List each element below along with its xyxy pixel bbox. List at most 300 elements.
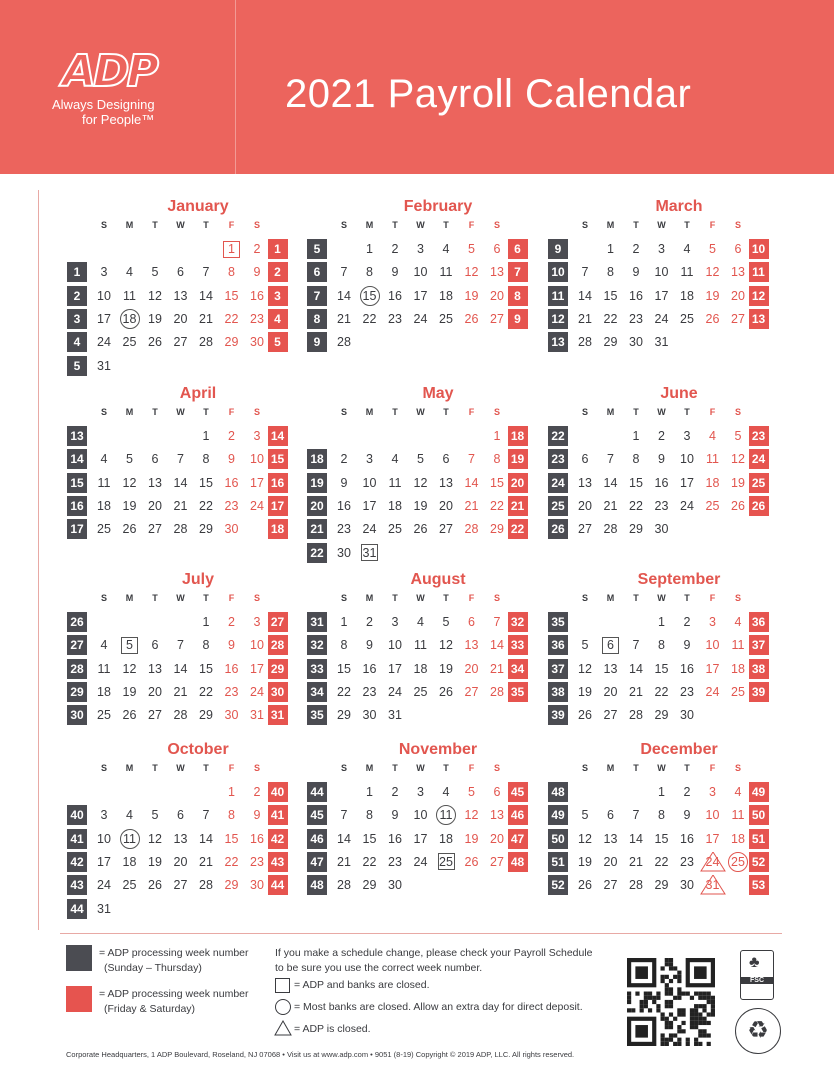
week-number-sun-thu: 34	[307, 682, 327, 702]
day-cell: 17	[97, 311, 111, 326]
month-october	[67, 741, 307, 921]
week-number-sun-thu: 11	[548, 286, 568, 306]
week-number-fri-sat: 47	[508, 829, 528, 849]
weekday-label: T	[443, 407, 449, 417]
day-cell: 10	[362, 475, 377, 490]
week-number-fri-sat: 19	[508, 449, 528, 469]
day-cell: 28	[173, 708, 188, 723]
week-number-fri-sat: 27	[268, 612, 288, 632]
day-cell: 22	[629, 498, 643, 513]
day-cell: 18	[731, 661, 745, 676]
weekday-label: M	[606, 593, 615, 603]
logo-mark: ADP	[62, 46, 156, 97]
day-cell: 30	[224, 522, 239, 537]
tree-icon: ♣	[749, 954, 760, 971]
day-cell: 2	[683, 615, 691, 629]
weekday-label: T	[152, 220, 158, 230]
day-cell: 12	[122, 475, 137, 490]
day-cell: 8	[607, 265, 614, 280]
weekday-label: F	[468, 407, 475, 417]
month-may	[307, 385, 547, 565]
day-cell: 15	[629, 475, 643, 490]
day-cell: 20	[603, 684, 618, 699]
day-cell: 8	[366, 808, 373, 823]
day-cell: 4	[709, 429, 716, 443]
day-cell: 21	[464, 498, 479, 513]
week-number-sun-thu: 35	[307, 705, 327, 725]
day-cell: 24	[680, 498, 694, 513]
day-cell: 4	[391, 452, 399, 467]
weekday-label: S	[734, 407, 741, 417]
weekday-label: M	[606, 220, 615, 230]
legend-rule	[60, 933, 782, 934]
day-cell: 24	[705, 854, 720, 869]
triangle-legend-text: = ADP is closed.	[294, 1023, 371, 1035]
day-cell: 19	[122, 498, 137, 513]
day-cell: 16	[250, 831, 264, 846]
day-cell: 19	[413, 498, 428, 513]
day-cell: 14	[464, 475, 479, 490]
week-number-fri-sat: 11	[749, 262, 769, 282]
day-cell: 26	[413, 522, 428, 537]
day-cell: 22	[362, 311, 377, 326]
weekday-label: S	[581, 763, 588, 773]
day-cell: 13	[731, 265, 745, 280]
header-divider	[235, 0, 236, 174]
day-cell: 24	[362, 522, 377, 537]
day-cell: 19	[705, 288, 720, 303]
month-name: July	[181, 571, 214, 588]
week-number-fri-sat: 18	[508, 426, 528, 446]
weekday-label: M	[125, 593, 134, 603]
week-number-fri-sat: 34	[508, 659, 528, 679]
week-number-sun-thu: 38	[548, 682, 568, 702]
day-cell: 15	[224, 288, 239, 303]
weekday-label: F	[228, 407, 235, 417]
weekday-label: W	[176, 407, 185, 417]
weekday-label: M	[125, 220, 134, 230]
day-cell: 14	[603, 475, 618, 490]
week-number-sun-thu: 3	[67, 309, 87, 329]
week-number-fri-sat: 32	[508, 612, 528, 632]
red-legend-line-2: (Friday & Saturday)	[104, 1003, 196, 1015]
week-number-sun-thu: 10	[548, 262, 568, 282]
day-cell: 9	[683, 638, 691, 653]
day-cell: 3	[683, 429, 691, 443]
weekday-label: M	[606, 407, 615, 417]
red-week-swatch	[66, 986, 92, 1012]
day-cell: 19	[148, 311, 162, 326]
month-name: September	[637, 571, 721, 588]
day-cell: 10	[654, 265, 669, 280]
day-cell: 22	[337, 684, 351, 699]
week-number-fri-sat: 20	[508, 473, 528, 493]
week-number-sun-thu: 33	[307, 659, 327, 679]
week-number-sun-thu: 52	[548, 875, 568, 895]
page-title: 2021 Payroll Calendar	[285, 72, 692, 116]
day-cell: 7	[177, 452, 184, 467]
red-legend-line-1: = ADP processing week number	[99, 988, 249, 1000]
day-cell: 1	[228, 242, 235, 256]
day-cell: 15	[199, 475, 213, 490]
day-cell: 26	[122, 708, 137, 723]
day-cell: 3	[100, 808, 108, 823]
day-cell: 9	[658, 452, 665, 467]
day-cell: 28	[199, 878, 213, 893]
day-cell: 15	[337, 661, 351, 676]
day-cell: 28	[578, 335, 592, 350]
weekday-label: T	[443, 593, 449, 603]
day-cell: 22	[224, 311, 239, 326]
left-rule	[38, 190, 39, 930]
week-number-sun-thu: 7	[307, 286, 327, 306]
day-cell: 9	[253, 808, 261, 823]
day-cell: 16	[680, 661, 694, 676]
day-cell: 3	[417, 785, 424, 799]
week-number-sun-thu: 2	[67, 286, 87, 306]
week-number-fri-sat: 48	[508, 852, 528, 872]
week-number-sun-thu: 9	[307, 332, 327, 352]
day-cell: 23	[362, 684, 377, 699]
day-cell: 10	[250, 452, 264, 467]
week-number-sun-thu: 44	[307, 782, 327, 802]
dark-legend-line-1: = ADP processing week number	[99, 947, 249, 959]
weekday-label: S	[340, 763, 347, 773]
adp-closed-triangle-icon	[700, 875, 726, 895]
day-cell: 4	[683, 242, 691, 256]
day-cell: 4	[734, 615, 742, 629]
day-cell: 27	[148, 708, 162, 723]
day-cell: 25	[731, 854, 745, 869]
day-cell: 20	[148, 498, 162, 513]
day-cell: 12	[122, 661, 137, 676]
day-cell: 30	[250, 878, 264, 893]
day-cell: 2	[391, 242, 399, 256]
week-number-sun-thu: 13	[67, 426, 87, 446]
month-january	[67, 198, 307, 378]
week-number-fri-sat: 41	[268, 805, 288, 825]
day-cell: 7	[493, 615, 501, 629]
day-cell: 13	[173, 288, 188, 303]
day-cell: 5	[151, 808, 159, 823]
day-cell: 1	[366, 785, 373, 799]
day-cell: 22	[199, 684, 213, 699]
day-cell: 15	[224, 831, 239, 846]
day-cell: 31	[250, 708, 264, 723]
month-july	[67, 571, 307, 751]
weekday-label: T	[203, 407, 209, 417]
day-cell: 8	[228, 808, 235, 823]
day-cell: 3	[709, 615, 716, 629]
week-number-fri-sat: 36	[749, 612, 769, 632]
day-cell: 13	[173, 831, 188, 846]
day-cell: 17	[250, 475, 264, 490]
bank-closed-square-icon	[121, 637, 138, 654]
day-cell: 12	[464, 265, 479, 280]
day-cell: 18	[388, 498, 402, 513]
day-cell: 17	[680, 475, 694, 490]
week-number-fri-sat: 46	[508, 805, 528, 825]
weekday-label: T	[152, 593, 158, 603]
weekday-label: M	[365, 407, 374, 417]
weekday-label: T	[152, 763, 158, 773]
month-april	[67, 385, 307, 565]
day-cell: 7	[177, 638, 184, 653]
day-cell: 5	[442, 615, 450, 629]
day-cell: 11	[97, 661, 111, 676]
week-number-fri-sat: 8	[508, 286, 528, 306]
day-cell: 5	[468, 242, 475, 256]
footer-text: Corporate Headquarters, 1 ADP Boulevard, Roseland, NJ 07068 • Visit us at www.adp.com • 9051 (8-19) Copyright © 2019 ADP, LLC. All rights reserved.	[66, 1050, 575, 1059]
day-cell: 15	[490, 475, 504, 490]
week-number-sun-thu: 42	[67, 852, 87, 872]
month-february	[307, 198, 547, 378]
week-number-fri-sat: 51	[749, 829, 769, 849]
day-cell: 18	[413, 661, 428, 676]
day-cell: 28	[173, 522, 188, 537]
day-cell: 12	[464, 808, 479, 823]
day-cell: 18	[439, 831, 453, 846]
day-cell: 17	[705, 661, 720, 676]
day-cell: 10	[413, 265, 428, 280]
day-cell: 11	[731, 808, 745, 823]
week-number-fri-sat: 29	[268, 659, 288, 679]
day-cell: 24	[413, 311, 428, 326]
day-cell: 21	[173, 498, 188, 513]
circle-symbol-icon	[275, 999, 291, 1015]
day-cell: 17	[362, 498, 377, 513]
day-cell: 30	[250, 335, 264, 350]
week-number-sun-thu: 15	[67, 473, 87, 493]
day-cell: 23	[654, 498, 669, 513]
day-cell: 30	[388, 878, 402, 893]
week-number-fri-sat: 1	[268, 239, 288, 259]
schedule-note-line-1: If you make a schedule change, please check your Payroll Schedule	[275, 947, 593, 959]
weekday-label: M	[125, 763, 134, 773]
day-cell: 6	[607, 638, 614, 653]
adp-logo	[52, 46, 222, 127]
day-cell: 5	[151, 265, 159, 280]
day-cell: 13	[464, 638, 479, 653]
day-cell: 28	[490, 684, 504, 699]
week-number-fri-sat: 37	[749, 635, 769, 655]
day-cell: 7	[632, 808, 640, 823]
weekday-label: T	[203, 220, 209, 230]
week-number-fri-sat: 5	[268, 332, 288, 352]
week-number-sun-thu: 48	[548, 782, 568, 802]
day-cell: 19	[148, 854, 162, 869]
day-cell: 30	[362, 708, 377, 723]
day-cell: 26	[705, 311, 720, 326]
dark-week-legend	[99, 946, 249, 976]
day-cell: 31	[362, 545, 377, 560]
day-cell: 25	[122, 878, 137, 893]
schedule-note	[275, 946, 593, 976]
day-cell: 12	[578, 831, 592, 846]
day-cell: 31	[654, 335, 669, 350]
day-cell: 16	[362, 661, 377, 676]
day-cell: 1	[493, 429, 501, 443]
weekday-label: W	[176, 763, 185, 773]
day-cell: 2	[340, 452, 348, 467]
day-cell: 22	[362, 854, 377, 869]
week-number-sun-thu: 17	[67, 519, 87, 539]
day-cell: 4	[442, 785, 450, 799]
day-cell: 9	[340, 475, 348, 490]
week-number-fri-sat: 12	[749, 286, 769, 306]
dark-legend-line-2: (Sunday – Thursday)	[104, 962, 202, 974]
day-cell: 29	[199, 522, 213, 537]
day-cell: 12	[148, 831, 162, 846]
day-cell: 10	[97, 831, 111, 846]
week-number-sun-thu: 5	[67, 356, 87, 376]
week-number-fri-sat: 30	[268, 682, 288, 702]
day-cell: 8	[202, 452, 210, 467]
weekday-label: W	[416, 407, 425, 417]
day-cell: 1	[228, 785, 235, 799]
day-cell: 2	[658, 429, 665, 443]
day-cell: 3	[417, 242, 424, 256]
day-cell: 14	[337, 831, 351, 846]
month-name: January	[167, 198, 229, 215]
week-number-fri-sat: 28	[268, 635, 288, 655]
day-cell: 27	[490, 311, 504, 326]
day-cell: 24	[250, 684, 264, 699]
weekday-label: S	[100, 593, 107, 603]
day-cell: 26	[148, 335, 162, 350]
day-cell: 24	[250, 498, 264, 513]
day-cell: 22	[224, 854, 239, 869]
day-cell: 28	[629, 708, 643, 723]
weekday-label: T	[684, 407, 690, 417]
day-cell: 8	[366, 265, 373, 280]
day-cell: 22	[603, 311, 618, 326]
week-number-sun-thu: 51	[548, 852, 568, 872]
day-cell: 13	[490, 265, 504, 280]
weekday-label: S	[100, 220, 107, 230]
weekday-label: T	[392, 407, 398, 417]
weekday-label: W	[416, 220, 425, 230]
day-cell: 17	[250, 661, 264, 676]
day-cell: 14	[629, 661, 643, 676]
day-cell: 25	[97, 522, 111, 537]
day-cell: 12	[705, 265, 720, 280]
day-cell: 19	[464, 831, 479, 846]
weekday-label: F	[228, 763, 235, 773]
week-number-fri-sat: 33	[508, 635, 528, 655]
week-number-sun-thu: 13	[548, 332, 568, 352]
day-cell: 26	[122, 522, 137, 537]
day-cell: 26	[439, 684, 453, 699]
weekday-label: T	[392, 763, 398, 773]
day-cell: 1	[658, 615, 665, 629]
week-number-sun-thu: 46	[307, 829, 327, 849]
week-number-fri-sat: 31	[268, 705, 288, 725]
day-cell: 2	[228, 615, 235, 629]
week-number-sun-thu: 49	[548, 805, 568, 825]
day-cell: 20	[578, 498, 592, 513]
day-cell: 9	[228, 452, 235, 467]
week-number-fri-sat: 16	[268, 473, 288, 493]
day-cell: 13	[578, 475, 592, 490]
week-number-sun-thu: 1	[67, 262, 87, 282]
week-number-fri-sat: 40	[268, 782, 288, 802]
week-number-sun-thu: 21	[307, 519, 327, 539]
week-number-fri-sat: 21	[508, 496, 528, 516]
day-cell: 21	[629, 684, 643, 699]
day-cell: 21	[629, 854, 643, 869]
week-number-fri-sat: 50	[749, 805, 769, 825]
weekday-label: T	[152, 407, 158, 417]
triangle-symbol-icon	[274, 1020, 292, 1036]
day-cell: 15	[654, 831, 669, 846]
day-cell: 9	[366, 638, 373, 653]
bank-closed-square-icon	[223, 241, 240, 258]
day-cell: 5	[126, 638, 133, 653]
weekday-label: M	[365, 220, 374, 230]
weekday-label: M	[125, 407, 134, 417]
weekday-label: T	[684, 763, 690, 773]
day-cell: 10	[250, 638, 264, 653]
week-number-fri-sat: 45	[508, 782, 528, 802]
day-cell: 6	[151, 638, 159, 653]
day-cell: 23	[250, 311, 264, 326]
day-cell: 29	[490, 522, 504, 537]
day-cell: 14	[173, 661, 188, 676]
week-number-fri-sat: 38	[749, 659, 769, 679]
day-cell: 22	[654, 854, 669, 869]
day-cell: 20	[464, 661, 479, 676]
banks-closed-circle-icon	[120, 829, 140, 849]
day-cell: 29	[199, 708, 213, 723]
week-number-fri-sat: 53	[749, 875, 769, 895]
weekday-label: W	[657, 763, 666, 773]
day-cell: 5	[126, 452, 133, 467]
day-cell: 5	[417, 452, 424, 467]
day-cell: 14	[490, 638, 504, 653]
week-number-sun-thu: 5	[307, 239, 327, 259]
day-cell: 13	[439, 475, 453, 490]
day-cell: 13	[148, 475, 162, 490]
day-cell: 29	[224, 335, 239, 350]
week-number-fri-sat: 2	[268, 262, 288, 282]
month-name: April	[179, 385, 217, 402]
day-cell: 9	[228, 638, 235, 653]
day-cell: 16	[629, 288, 643, 303]
weekday-label: M	[365, 593, 374, 603]
day-cell: 27	[490, 854, 504, 869]
day-cell: 8	[658, 638, 665, 653]
day-cell: 11	[439, 265, 453, 280]
day-cell: 19	[731, 475, 745, 490]
logo-tagline-1: Always Designing	[52, 97, 155, 112]
day-cell: 1	[632, 429, 640, 443]
day-cell: 10	[97, 288, 111, 303]
day-cell: 27	[603, 708, 618, 723]
day-cell: 1	[202, 615, 210, 629]
month-name: November	[398, 741, 478, 758]
banks-closed-circle-icon	[728, 852, 748, 872]
week-number-fri-sat: 35	[508, 682, 528, 702]
day-cell: 29	[362, 878, 377, 893]
day-cell: 25	[122, 335, 137, 350]
day-cell: 6	[177, 808, 184, 823]
day-cell: 21	[578, 311, 592, 326]
day-cell: 18	[705, 475, 720, 490]
day-cell: 17	[413, 831, 428, 846]
weekday-label: S	[581, 407, 588, 417]
weekday-label: S	[493, 220, 500, 230]
